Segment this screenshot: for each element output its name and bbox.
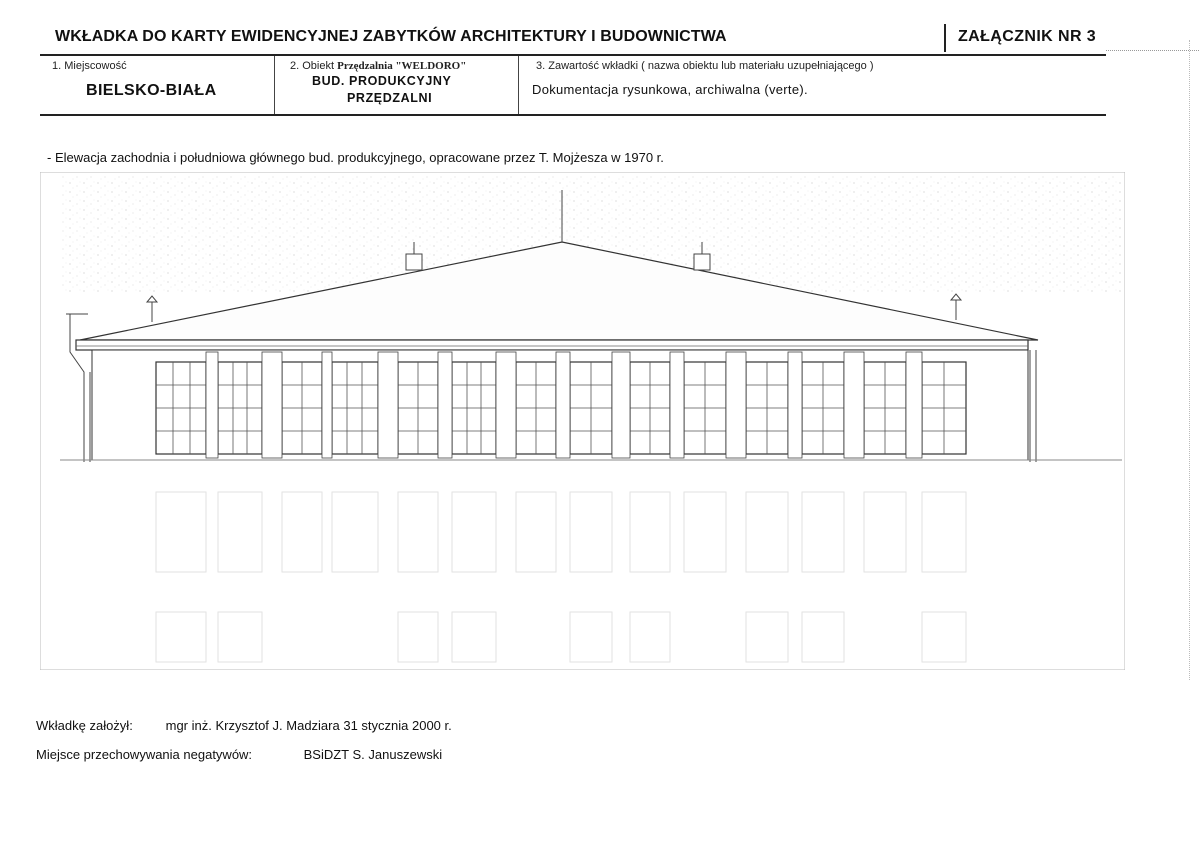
- building-elevation-drawing: [40, 172, 1125, 670]
- object-label: 2. Obiekt: [290, 60, 335, 72]
- negative-storage-value: BSiDZT S. Januszewski: [303, 747, 443, 762]
- column-divider-1: [274, 56, 275, 114]
- drawing-caption: - Elewacja zachodnia i południowa głównego bud. produkcyjnego, opracowane przez T. Mojżesza w 1970 r.: [47, 150, 664, 165]
- scan-edge-right: [1189, 40, 1191, 680]
- header-rule-bottom: [40, 114, 1106, 116]
- location-value: BIELSKO-BIAŁA: [86, 82, 217, 99]
- negative-storage-label: Miejsce przechowywania negatywów:: [36, 747, 253, 762]
- object-value-line1: BUD. PRODUKCYJNY: [312, 74, 452, 88]
- annex-number: ZAŁĄCZNIK NR 3: [958, 28, 1097, 45]
- column-divider-2: [518, 56, 519, 114]
- object-label-row: [290, 60, 466, 72]
- created-by-value: mgr inż. Krzysztof J. Madziara 31 stycznia 2000 r.: [165, 718, 452, 733]
- document-title: WKŁADKA DO KARTY EWIDENCYJNEJ ZABYTKÓW ARCHITEKTURY I BUDOWNICTWA: [55, 28, 727, 45]
- created-by-row: [36, 718, 452, 733]
- header-divider: [944, 24, 946, 52]
- content-value: Dokumentacja rysunkowa, archiwalna (verte).: [532, 82, 808, 97]
- created-by-label: Wkładkę założył:: [36, 718, 133, 733]
- scan-edge-line: [1106, 50, 1199, 52]
- object-name: Przędzalnia "WELDORO": [337, 60, 467, 72]
- location-label: 1. Miejscowość: [52, 60, 127, 72]
- object-value-line2: PRZĘDZALNI: [347, 91, 433, 105]
- header-rule-top: [40, 54, 1106, 56]
- negative-storage-row: [36, 747, 442, 762]
- content-label: 3. Zawartość wkładki ( nazwa obiektu lub materiału uzupełniającego ): [536, 60, 874, 72]
